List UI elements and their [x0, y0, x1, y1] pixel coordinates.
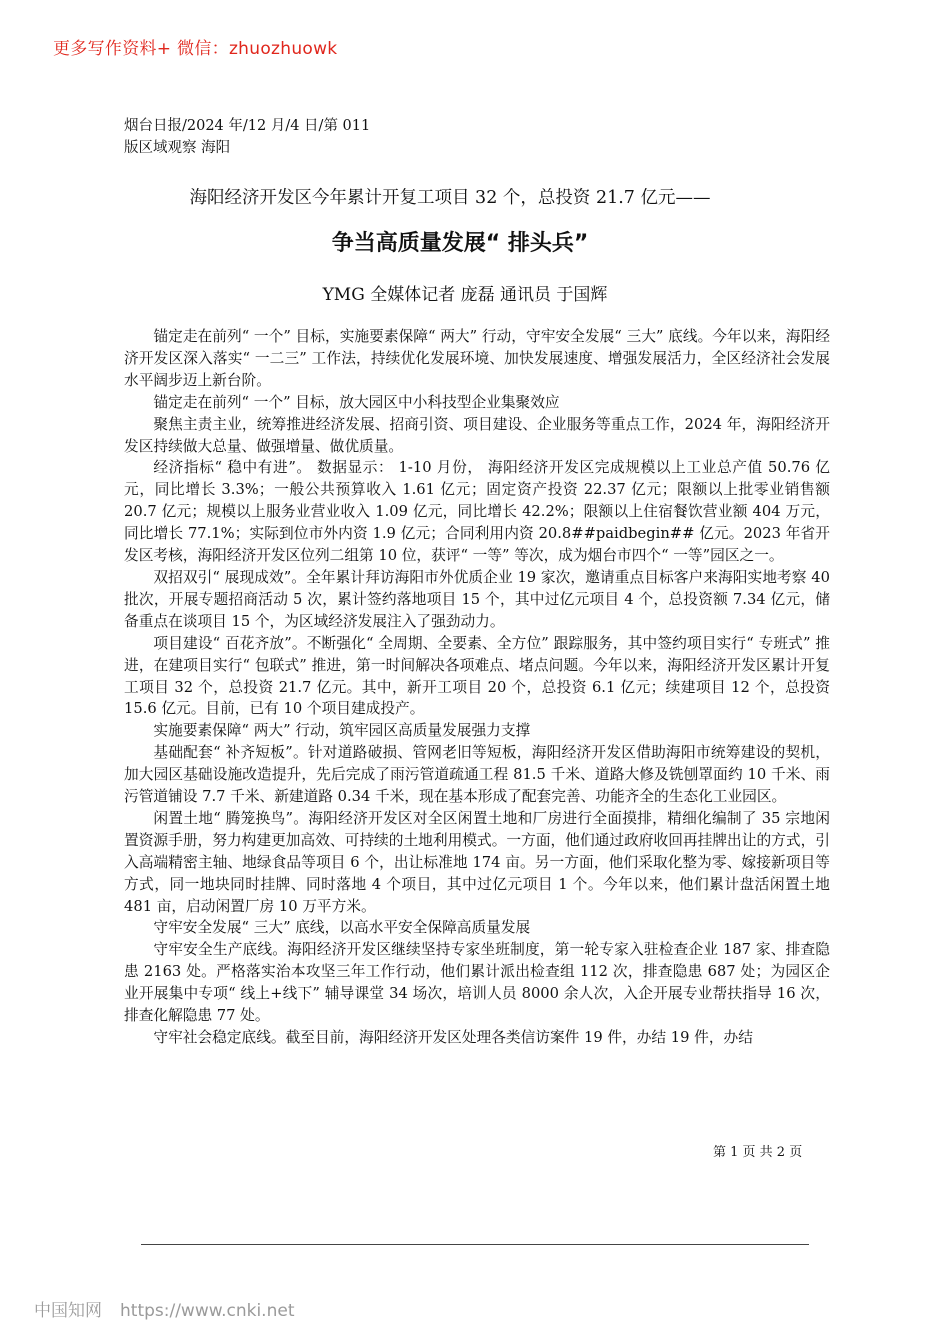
section-heading: 实施要素保障“ 两大” 行动，筑牢园区高质量发展强力支撑 — [153, 722, 531, 740]
section-heading: 锚定走在前列“ 一个” 目标，放大园区中小科技型企业集聚效应 — [153, 393, 560, 411]
paragraph: 聚焦主责主业，统筹推进经济发展、招商引资、项目建设、企业服务等重点工作，2024 年，海阳经济开发区持续做大总量、做强增量、做优质量。 — [124, 415, 830, 455]
article-title: 争当高质量发展“ 排头兵” — [331, 231, 589, 256]
cnki-url[interactable]: https://www.cnki.net — [120, 1301, 295, 1321]
cnki-logo-text: 中国知网 — [34, 1301, 102, 1321]
source-line: 烟台日报/2024 年/12 月/4 日/第 011 — [124, 118, 371, 134]
promo-link[interactable]: 更多写作资料+ 微信：zhuozhuowk — [53, 39, 338, 59]
footer-watermark — [34, 1296, 294, 1321]
article-byline: YMG 全媒体记者 庞磊 通讯员 于国辉 — [322, 285, 608, 305]
footer-divider — [141, 1244, 809, 1245]
article-body — [124, 326, 830, 1049]
paragraph: 锚定走在前列“ 一个” 目标，实施要素保障“ 两大” 行动，守牢安全发展“ 三大” 底线。今年以来，海阳经济开发区深入落实“ 一二三” 工作法，持续优化发展环境、加快发展速度、增强发展活力，全区经济社会发展水平阔步迈上新台阶。 — [124, 328, 830, 389]
paragraph: 守牢社会稳定底线。截至目前，海阳经济开发区处理各类信访案件 19 件，办结 19 件，办结 — [153, 1029, 753, 1046]
paragraph: 经济指标“ 稳中有进”。 数据显示： 1-10 月份， 海阳经济开发区完成规模以上工业总产值 50.76 亿元，同比增长 3.3%；一般公共预算收入 1.61 亿元；固定资产投资 22.37 亿元；限额以上批零业销售额 20.7 亿元；规模以上服务业营业收入 1.09 亿元，同比增长 42.2%；限额以上住宿餐饮营业额 404 万元，同比增长 77.1%；实际到位市外内资 1.9 亿元；合同利用内资 20.8##paidbegin## 亿元。2023 年省开发区考核，海阳经济开发区位列二组第 10 位，获评“ 一等” 等次，成为烟台市四个“ 一等”园区之一。 — [124, 459, 830, 565]
paragraph: 闲置土地“ 腾笼换鸟”。海阳经济开发区对全区闲置土地和厂房进行全面摸排，精细化编制了 35 宗地闲置资源手册，努力构建更加高效、可持续的土地利用模式。一方面，他们通过政府收回再挂牌出让的方式，引入高端精密主轴、地绿食品等项目 6 个，出让标准地 174 亩。另一方面，他们采取化整为零、嫁接新项目等方式，同一地块同时挂牌、同时落地 4 个项目，其中过亿元项目 1 个。今年以来，他们累计盘活闲置土地 481 亩，启动闲置厂房 10 万平方米。 — [124, 809, 830, 915]
paragraph: 基础配套“ 补齐短板”。针对道路破损、管网老旧等短板，海阳经济开发区借助海阳市统筹建设的契机，加大园区基础设施改造提升，先后完成了雨污管道疏通工程 81.5 千米、道路大修及铣刨罩面约 10 千米、雨污管道铺设 7.7 千米、新建道路 0.34 千米，现在基本形成了配套完善、功能齐全的生态化工业园区。 — [124, 744, 830, 806]
paragraph: 项目建设“ 百花齐放”。不断强化“ 全周期、全要素、全方位” 跟踪服务，其中签约项目实行“ 专班式” 推进，在建项目实行“ 包联式” 推进，第一时间解决各项难点、堵点问题。今年以来，海阳经济开发区累计开复工项目 32 个，总投资 21.7 亿元。其中，新开工项目 20 个，总投资 6.1 亿元；续建项目 12 个，总投资 15.6 亿元。目前，已有 10 个项目建成投产。 — [124, 634, 830, 718]
section-line: 版区域观察 海阳 — [124, 140, 231, 156]
article-subtitle: 海阳经济开发区今年累计开复工项目 32 个，总投资 21.7 亿元—— — [189, 188, 711, 208]
paragraph: 守牢安全生产底线。海阳经济开发区继续坚持专家坐班制度，第一轮专家入驻检查企业 187 家、排查隐患 2163 处。严格落实治本攻坚三年工作行动，他们累计派出检查组 112 次，排查隐患 687 处；为园区企业开展集中专项“ 线上+线下” 辅导课堂 34 场次，培训人员 8000 余人次，入企开展专业帮扶指导 16 次，排查化解隐患 77 处。 — [124, 941, 830, 1025]
page-number: 第 1 页 共 2 页 — [713, 1145, 803, 1160]
paragraph: 双招双引“ 展现成效”。全年累计拜访海阳市外优质企业 19 家次，邀请重点目标客户来海阳实地考察 40 批次，开展专题招商活动 5 次，累计签约落地项目 15 个，其中过亿元项目 4 个，总投资额 7.34 亿元，储备重点在谈项目 15 个，为区域经济发展注入了强劲动力。 — [124, 568, 830, 630]
section-heading: 守牢安全发展“ 三大” 底线，以高水平安全保障高质量发展 — [153, 919, 531, 937]
